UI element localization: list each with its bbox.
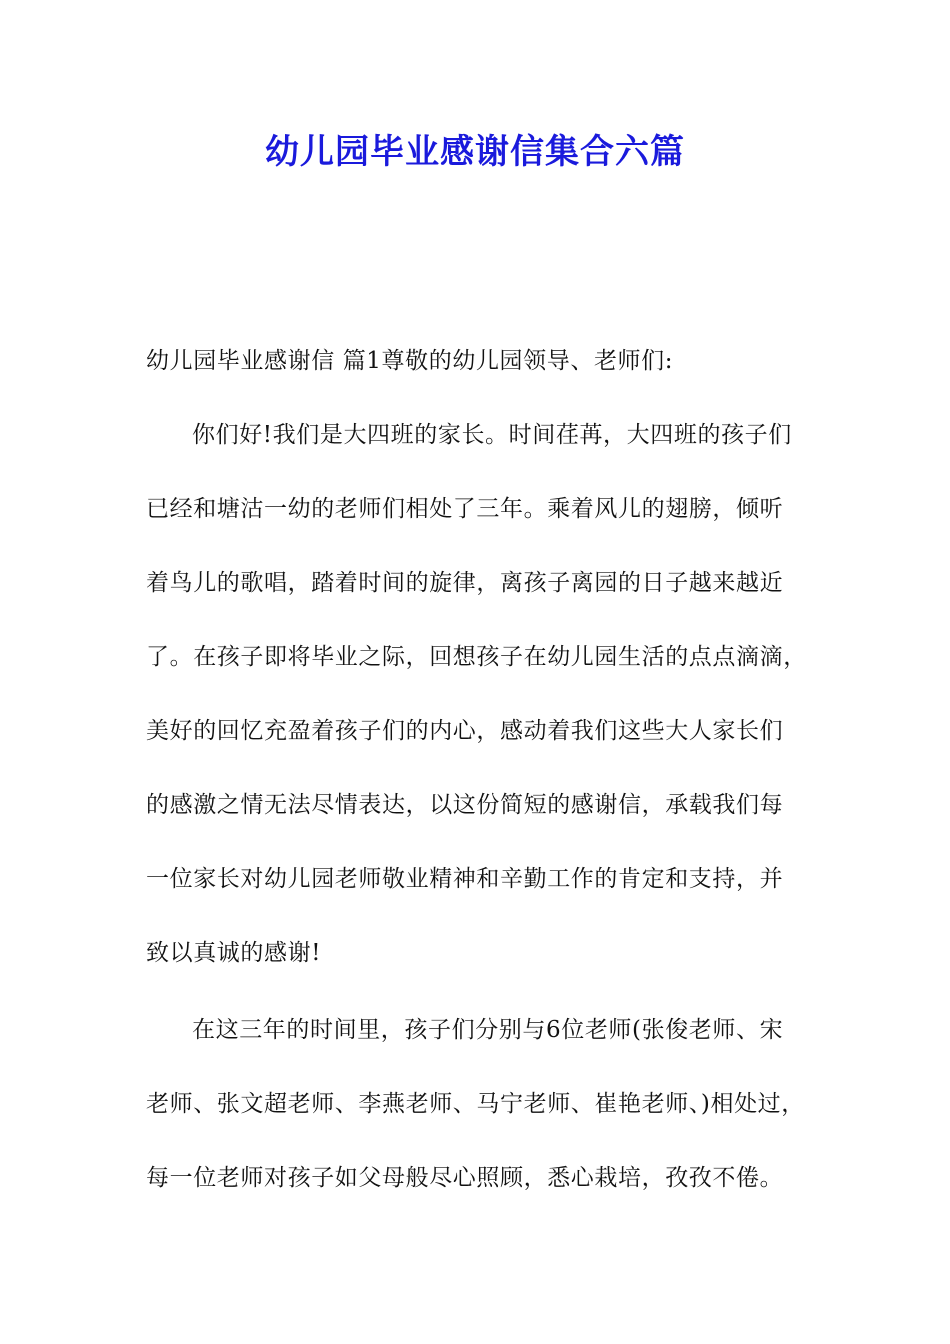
paragraph-1-line-5: 美好的回忆充盈着孩子们的内心，感动着我们这些大人家长们 xyxy=(146,718,784,744)
paragraph-1-line-2: 已经和塘沽一幼的老师们相处了三年。乘着风儿的翅膀，倾听 xyxy=(146,496,784,522)
paragraph-1-line-3: 着鸟儿的歌唱，踏着时间的旋律，离孩子离园的日子越来越近 xyxy=(146,570,784,596)
paragraph-2-line-3: 每一位老师对孩子如父母般尽心照顾，悉心栽培，孜孜不倦。 xyxy=(146,1165,784,1191)
document-title: 幼儿园毕业感谢信集合六篇 xyxy=(265,132,685,172)
paragraph-1-line-8: 致以真诚的感谢! xyxy=(146,940,322,966)
paragraph-2-line-2: 老师、张文超老师、李燕老师、马宁老师、崔艳老师、)相处过， xyxy=(146,1091,805,1117)
paragraph-1-line-1: 你们好!我们是大四班的家长。时间荏苒，大四班的孩子们 xyxy=(192,422,792,448)
salutation-line: 幼儿园毕业感谢信 篇1尊敬的幼儿园领导、老师们: xyxy=(146,348,674,374)
paragraph-2-line-1: 在这三年的时间里，孩子们分别与6位老师(张俊老师、宋 xyxy=(192,1017,784,1043)
paragraph-1-line-4: 了。在孩子即将毕业之际，回想孩子在幼儿园生活的点点滴滴， xyxy=(146,644,807,670)
paragraph-1-line-7: 一位家长对幼儿园老师敬业精神和辛勤工作的肯定和支持，并 xyxy=(146,866,784,892)
paragraph-1-line-6: 的感激之情无法尽情表达，以这份简短的感谢信，承载我们每 xyxy=(146,792,784,818)
